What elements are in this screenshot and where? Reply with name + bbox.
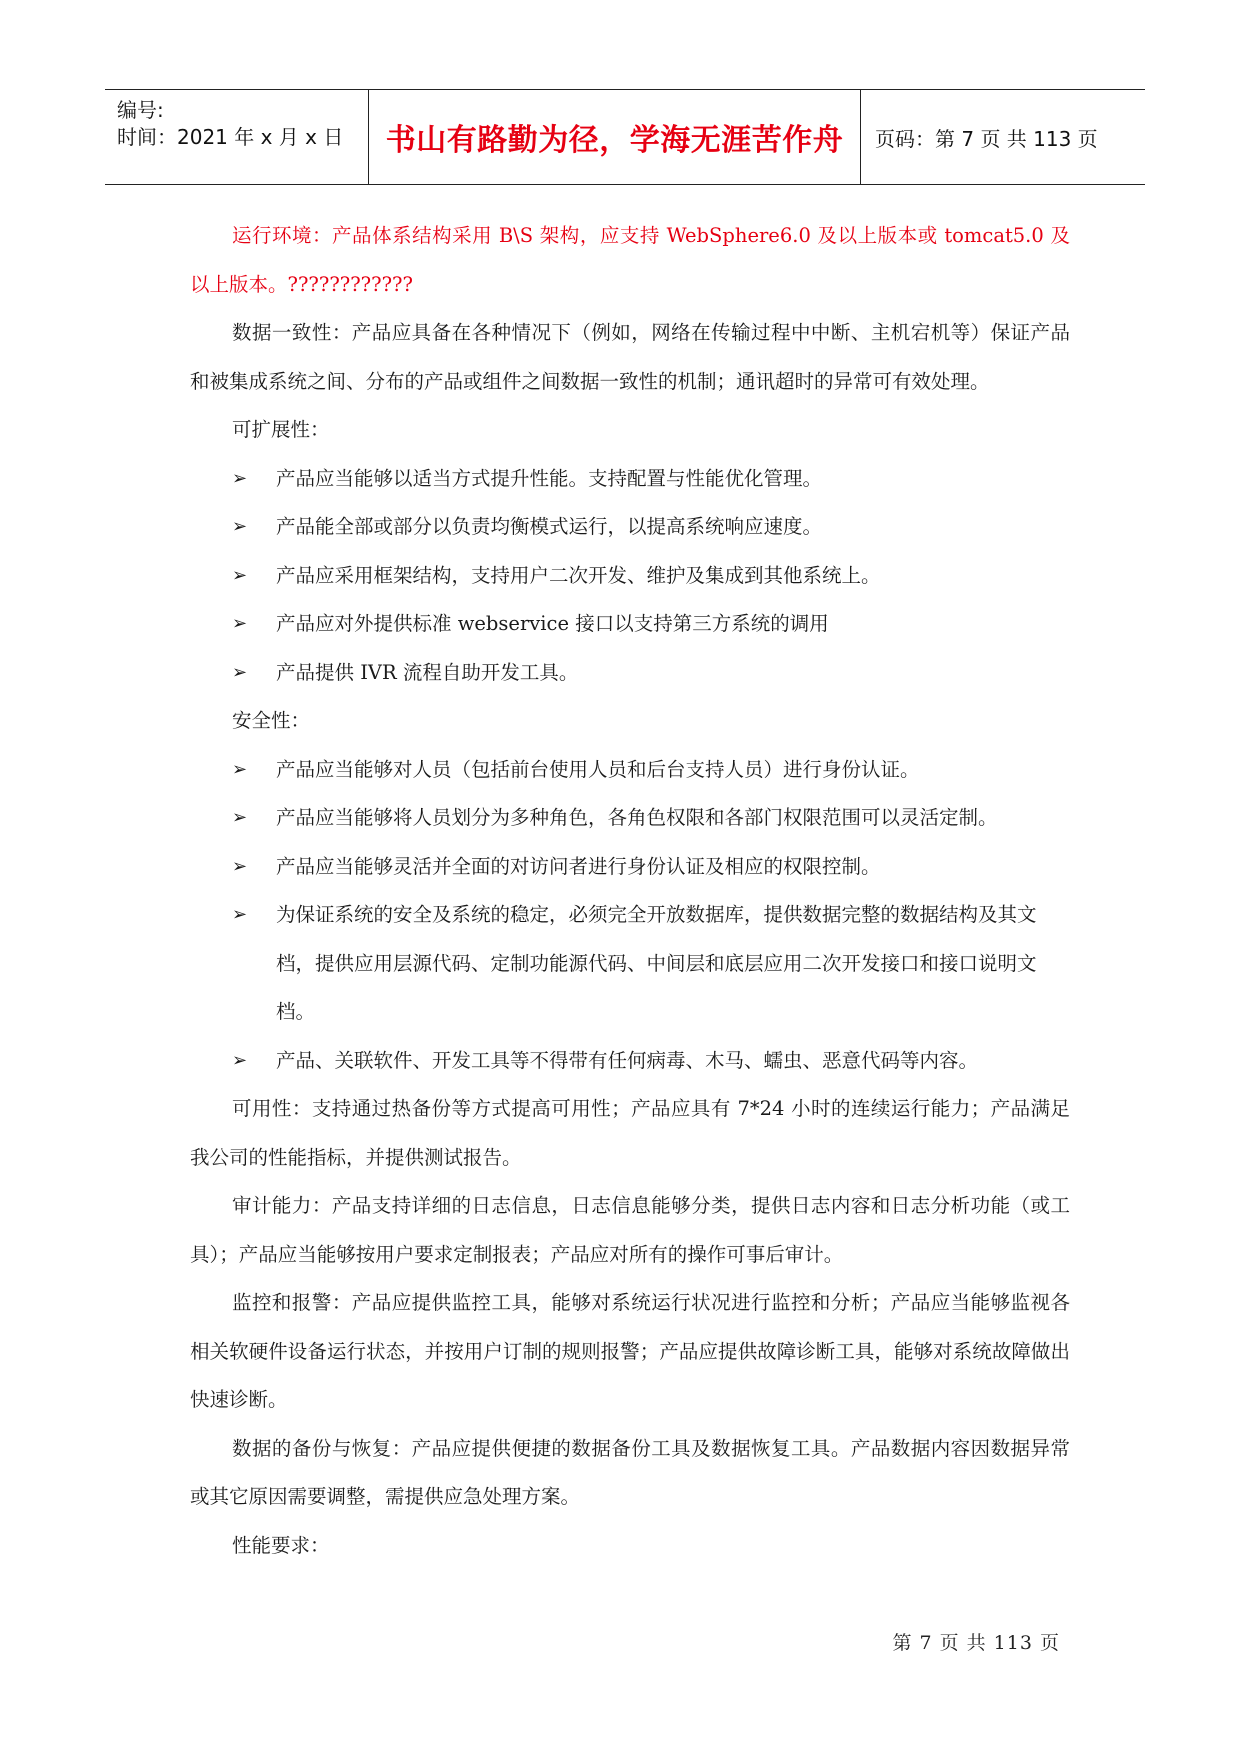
list-item bbox=[190, 794, 1070, 843]
list-item-text: 产品能全部或部分以负责均衡模式运行，以提高系统响应速度。 bbox=[276, 515, 823, 538]
page-footer: 第 7 页 共 113 页 bbox=[892, 1632, 1060, 1654]
header-meta bbox=[105, 90, 369, 184]
list-item-text: 产品应对外提供标准 webservice 接口以支持第三方系统的调用 bbox=[276, 612, 829, 635]
scalability-heading: 可扩展性： bbox=[232, 418, 330, 441]
security-list bbox=[190, 746, 1070, 1086]
list-item bbox=[190, 1037, 1070, 1086]
header-code: 编号: bbox=[117, 98, 164, 122]
header-page-label: 页码：第 7 页 共 113 页 bbox=[875, 126, 1098, 151]
list-item bbox=[190, 552, 1070, 601]
bullet-arrow-icon: ➢ bbox=[232, 758, 248, 780]
consistency-paragraph: 数据一致性：产品应具备在各种情况下（例如，网络在传输过程中中断、主机宕机等）保证产品和被集成系统之间、分布的产品或组件之间数据一致性的机制；通讯超时的异常可有效处理。 bbox=[190, 321, 1070, 393]
bullet-arrow-icon: ➢ bbox=[232, 613, 248, 634]
header-motto: 书山有路勤为径，学海无涯苦作舟 bbox=[369, 90, 861, 184]
performance-heading: 性能要求： bbox=[232, 1533, 330, 1557]
bullet-arrow-icon: ➢ bbox=[232, 661, 248, 683]
bullet-arrow-icon: ➢ bbox=[232, 807, 248, 828]
list-item-text: 产品应当能够将人员划分为多种角色，各角色权限和各部门权限范围可以灵活定制。 bbox=[276, 806, 998, 829]
backup-paragraph: 数据的备份与恢复：产品应提供便捷的数据备份工具及数据恢复工具。产品数据内容因数据异常或其它原因需要调整，需提供应急处理方案。 bbox=[190, 1436, 1070, 1508]
availability-paragraph: 可用性：支持通过热备份等方式提高可用性；产品应具有 7*24 小时的连续运行能力；产品满足我公司的性能指标，并提供测试报告。 bbox=[190, 1097, 1070, 1169]
header-time: 时间：2021 年 x 月 x 日 bbox=[117, 125, 344, 149]
list-item-text: 产品应当能够以适当方式提升性能。支持配置与性能优化管理。 bbox=[276, 466, 823, 490]
list-item-text: 产品应当能够对人员（包括前台使用人员和后台支持人员）进行身份认证。 bbox=[276, 757, 920, 781]
list-item bbox=[190, 746, 1070, 795]
list-item bbox=[190, 649, 1070, 698]
audit-paragraph: 审计能力：产品支持详细的日志信息，日志信息能够分类，提供日志内容和日志分析功能（或工具）；产品应当能够按用户要求定制报表；产品应对所有的操作可事后审计。 bbox=[190, 1194, 1070, 1266]
list-item-text: 为保证系统的安全及系统的稳定，必须完全开放数据库，提供数据完整的数据结构及其文档，提供应用层源代码、定制功能源代码、中间层和底层应用二次开发接口和接口说明文档。 bbox=[276, 903, 1037, 1023]
list-item-text: 产品提供 IVR 流程自助开发工具。 bbox=[276, 660, 579, 684]
list-item bbox=[190, 891, 1070, 1037]
bullet-arrow-icon: ➢ bbox=[232, 1049, 248, 1071]
list-item bbox=[190, 843, 1070, 892]
bullet-arrow-icon: ➢ bbox=[232, 855, 248, 877]
list-item-text: 产品应采用框架结构，支持用户二次开发、维护及集成到其他系统上。 bbox=[276, 563, 881, 587]
list-item bbox=[190, 455, 1070, 504]
list-item-text: 产品、关联软件、开发工具等不得带有任何病毒、木马、蠕虫、恶意代码等内容。 bbox=[276, 1048, 979, 1072]
list-item bbox=[190, 503, 1070, 552]
monitoring-paragraph: 监控和报警：产品应提供监控工具，能够对系统运行状况进行监控和分析；产品应当能够监视各相关软硬件设备运行状态，并按用户订制的规则报警；产品应提供故障诊断工具，能够对系统故障做出快速诊断。 bbox=[190, 1291, 1070, 1411]
document-body bbox=[190, 212, 1070, 1570]
bullet-arrow-icon: ➢ bbox=[232, 904, 248, 925]
bullet-arrow-icon: ➢ bbox=[232, 467, 248, 489]
page-header bbox=[105, 89, 1145, 185]
bullet-arrow-icon: ➢ bbox=[232, 516, 248, 537]
runtime-paragraph: 运行环境：产品体系结构采用 B\S 架构，应支持 WebSphere6.0 及以上版本或 tomcat5.0 及以上版本。???????????? bbox=[190, 224, 1070, 296]
list-item bbox=[190, 600, 1070, 649]
scalability-list bbox=[190, 455, 1070, 698]
bullet-arrow-icon: ➢ bbox=[232, 564, 248, 586]
security-heading: 安全性： bbox=[232, 709, 311, 732]
list-item-text: 产品应当能够灵活并全面的对访问者进行身份认证及相应的权限控制。 bbox=[276, 854, 881, 878]
